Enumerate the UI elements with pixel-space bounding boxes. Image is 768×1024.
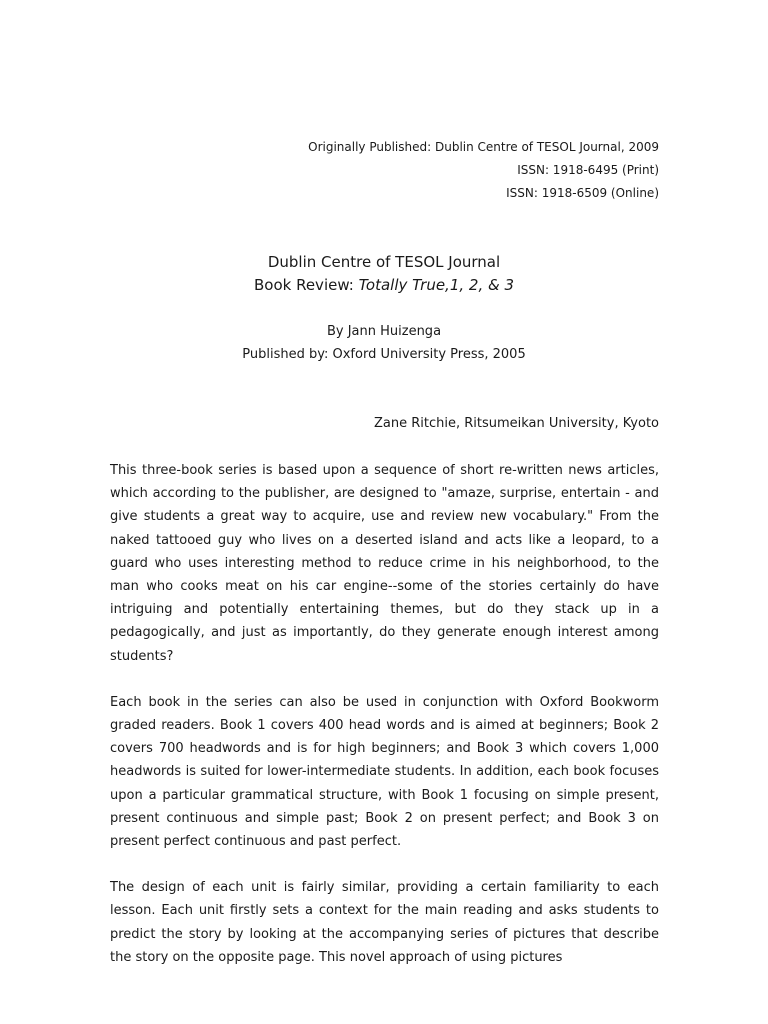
issn-online-line: ISSN: 1918-6509 (Online) — [506, 186, 659, 200]
book-title: Totally True,1, 2, & 3 — [358, 276, 514, 294]
reviewer-affiliation: Zane Ritchie, Ritsumeikan University, Kyoto — [373, 416, 659, 431]
body-paragraph-1: This three-book series is based upon a sequence of short re-written news articles, which according to the publisher, are designed to "amaze, surprise, entertain - and give students a great way to acquire, use and review new vocabulary." From the naked tattooed guy who lives on a deserted island and acts like a leopard, to a guard who uses interesting method to reduce crime in his neighborhood, to the man who cooks meat on his car engine--some of the stories certainly do have intriguing and potentially entertaining themes, but do they stack up in a pedagogically, and just as importantly, do they generate enough interest among students? — [110, 463, 659, 664]
journal-title: Dublin Centre of TESOL Journal — [267, 253, 501, 271]
issn-print-line: ISSN: 1918-6495 (Print) — [517, 163, 659, 177]
book-publisher: Published by: Oxford University Press, 2005 — [242, 347, 526, 362]
body-paragraph-2: Each book in the series can also be used in conjunction with Oxford Bookworm graded readers. Book 1 covers 400 head words and is aimed at beginners; Book 2 covers 700 headwords and is for high beginners; and Book 3 which covers 1,000 headwords is suited for lower-intermediate students. In addition, each book focuses upon a particular grammatical structure, with Book 1 focusing on simple present, present continuous and simple past; Book 2 on present perfect; and Book 3 on present perfect continuous and past perfect. — [110, 694, 659, 850]
review-body — [110, 459, 659, 992]
book-author: By Jann Huizenga — [326, 324, 442, 339]
originally-published-line: Originally Published: Dublin Centre of TESOL Journal, 2009 — [308, 140, 659, 154]
book-details — [0, 320, 768, 366]
review-title — [0, 274, 768, 297]
publication-info — [308, 136, 659, 205]
review-prefix: Book Review: — [253, 276, 359, 294]
title-block — [0, 251, 768, 297]
body-paragraph-3: The design of each unit is fairly similar, providing a certain familiarity to each lesson. Each unit firstly sets a context for the main reading and asks students to predict the story by looking at the accompanying series of pictures that describe the story on the opposite page. This novel approach of using pictures — [110, 880, 659, 965]
